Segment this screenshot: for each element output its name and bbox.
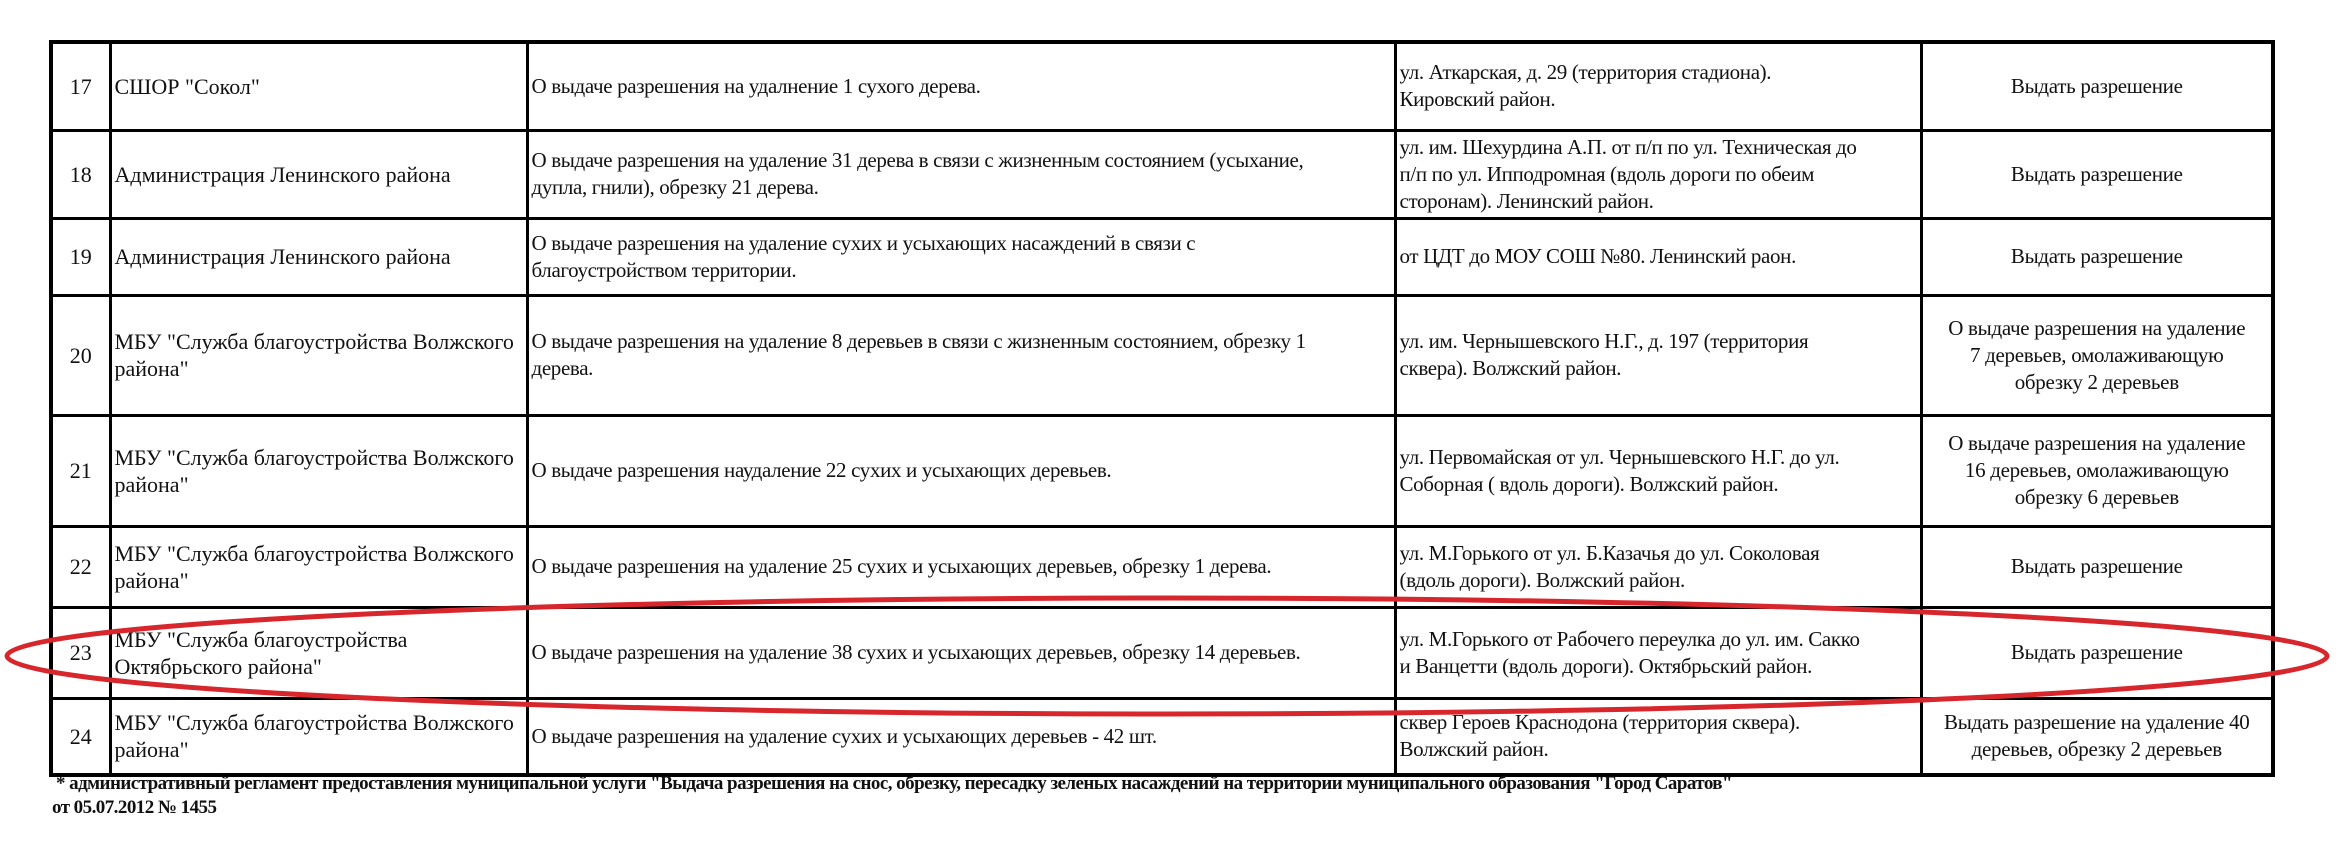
address-cell: сквер Героев Краснодона (территория сквера). Волжский район. — [1395, 698, 1921, 775]
subject-cell: О выдаче разрешения на удаление 8 деревьев в связи с жизненным состоянием, обрезку 1 дерева. — [527, 295, 1395, 415]
subject-cell: О выдаче разрешения на удалнение 1 сухого дерева. — [527, 42, 1395, 130]
subject-cell: О выдаче разрешения наудаление 22 сухих и усыхающих деревьев. — [527, 415, 1395, 526]
decision-cell: Выдать разрешение — [1921, 42, 2273, 130]
table-body — [51, 42, 2273, 775]
subject-cell: О выдаче разрешения на удаление сухих и усыхающих деревьев - 42 шт. — [527, 698, 1395, 775]
address-cell: ул. М.Горького от ул. Б.Казачья до ул. Соколовая (вдоль дороги). Волжский район. — [1395, 526, 1921, 607]
subject-cell: О выдаче разрешения на удаление сухих и усыхающих насаждений в связи с благоустройством территории. — [527, 218, 1395, 295]
row-number: 21 — [51, 415, 110, 526]
row-number: 24 — [51, 698, 110, 775]
applicant-cell: МБУ "Служба благоустройства Волжского района" — [110, 526, 527, 607]
table-row — [51, 218, 2273, 295]
address-cell: ул. Аткарская, д. 29 (территория стадиона). Кировский район. — [1395, 42, 1921, 130]
applicant-cell: Администрация Ленинского района — [110, 218, 527, 295]
decision-cell: Выдать разрешение — [1921, 130, 2273, 218]
applicant-cell: МБУ "Служба благоустройства Октябрьского района" — [110, 607, 527, 698]
row-number: 17 — [51, 42, 110, 130]
table-row — [51, 698, 2273, 775]
decision-cell: О выдаче разрешения на удаление 7 деревьев, омолаживающую обрезку 2 деревьев — [1921, 295, 2273, 415]
table-row — [51, 526, 2273, 607]
address-cell: ул. Первомайская от ул. Чернышевского Н.Г. до ул. Соборная ( вдоль дороги). Волжский район. — [1395, 415, 1921, 526]
table-row — [51, 130, 2273, 218]
applicant-cell: МБУ "Служба благоустройства Волжского района" — [110, 698, 527, 775]
applicant-cell: МБУ "Служба благоустройства Волжского района" — [110, 295, 527, 415]
table-row-highlighted — [51, 607, 2273, 698]
row-number: 19 — [51, 218, 110, 295]
table-row — [51, 295, 2273, 415]
table-row — [51, 42, 2273, 130]
row-number: 22 — [51, 526, 110, 607]
row-number: 18 — [51, 130, 110, 218]
address-cell: от ЦДТ до МОУ СОШ №80. Ленинский раон. — [1395, 218, 1921, 295]
decision-cell: Выдать разрешение — [1921, 526, 2273, 607]
table-row — [51, 415, 2273, 526]
applicant-cell: Администрация Ленинского района — [110, 130, 527, 218]
subject-cell: О выдаче разрешения на удаление 38 сухих и усыхающих деревьев, обрезку 14 деревьев. — [527, 607, 1395, 698]
row-number: 20 — [51, 295, 110, 415]
subject-cell: О выдаче разрешения на удаление 25 сухих и усыхающих деревьев, обрезку 1 дерева. — [527, 526, 1395, 607]
applicant-cell: МБУ "Служба благоустройства Волжского района" — [110, 415, 527, 526]
address-cell: ул. М.Горького от Рабочего переулка до ул. им. Сакко и Ванцетти (вдоль дороги). Октябрьский район. — [1395, 607, 1921, 698]
footnote-date: от 05.07.2012 № 1455 — [52, 797, 217, 818]
tree-removal-permits-table — [49, 40, 2275, 777]
footnote — [52, 772, 1733, 820]
address-cell: ул. им. Шехурдина А.П. от п/п по ул. Техническая до п/п по ул. Ипподромная (вдоль дороги по обеим сторонам). Ленинский район. — [1395, 130, 1921, 218]
decision-cell: Выдать разрешение — [1921, 218, 2273, 295]
applicant-cell: СШОР "Сокол" — [110, 42, 527, 130]
subject-cell: О выдаче разрешения на удаление 31 дерева в связи с жизненным состоянием (усыхание, дупла, гнили), обрезку 21 дерева. — [527, 130, 1395, 218]
footnote-regulation: * административный регламент предоставления муниципальной услуги "Выдача разрешения на снос, обрезку, пересадку зеленых насаждений на территории муниципального образования "Город Саратов" — [56, 773, 1733, 794]
decision-cell: Выдать разрешение на удаление 40 деревьев, обрезку 2 деревьев — [1921, 698, 2273, 775]
decision-cell: Выдать разрешение — [1921, 607, 2273, 698]
address-cell: ул. им. Чернышевского Н.Г., д. 197 (территория сквера). Волжский район. — [1395, 295, 1921, 415]
decision-cell: О выдаче разрешения на удаление 16 деревьев, омолаживающую обрезку 6 деревьев — [1921, 415, 2273, 526]
row-number: 23 — [51, 607, 110, 698]
